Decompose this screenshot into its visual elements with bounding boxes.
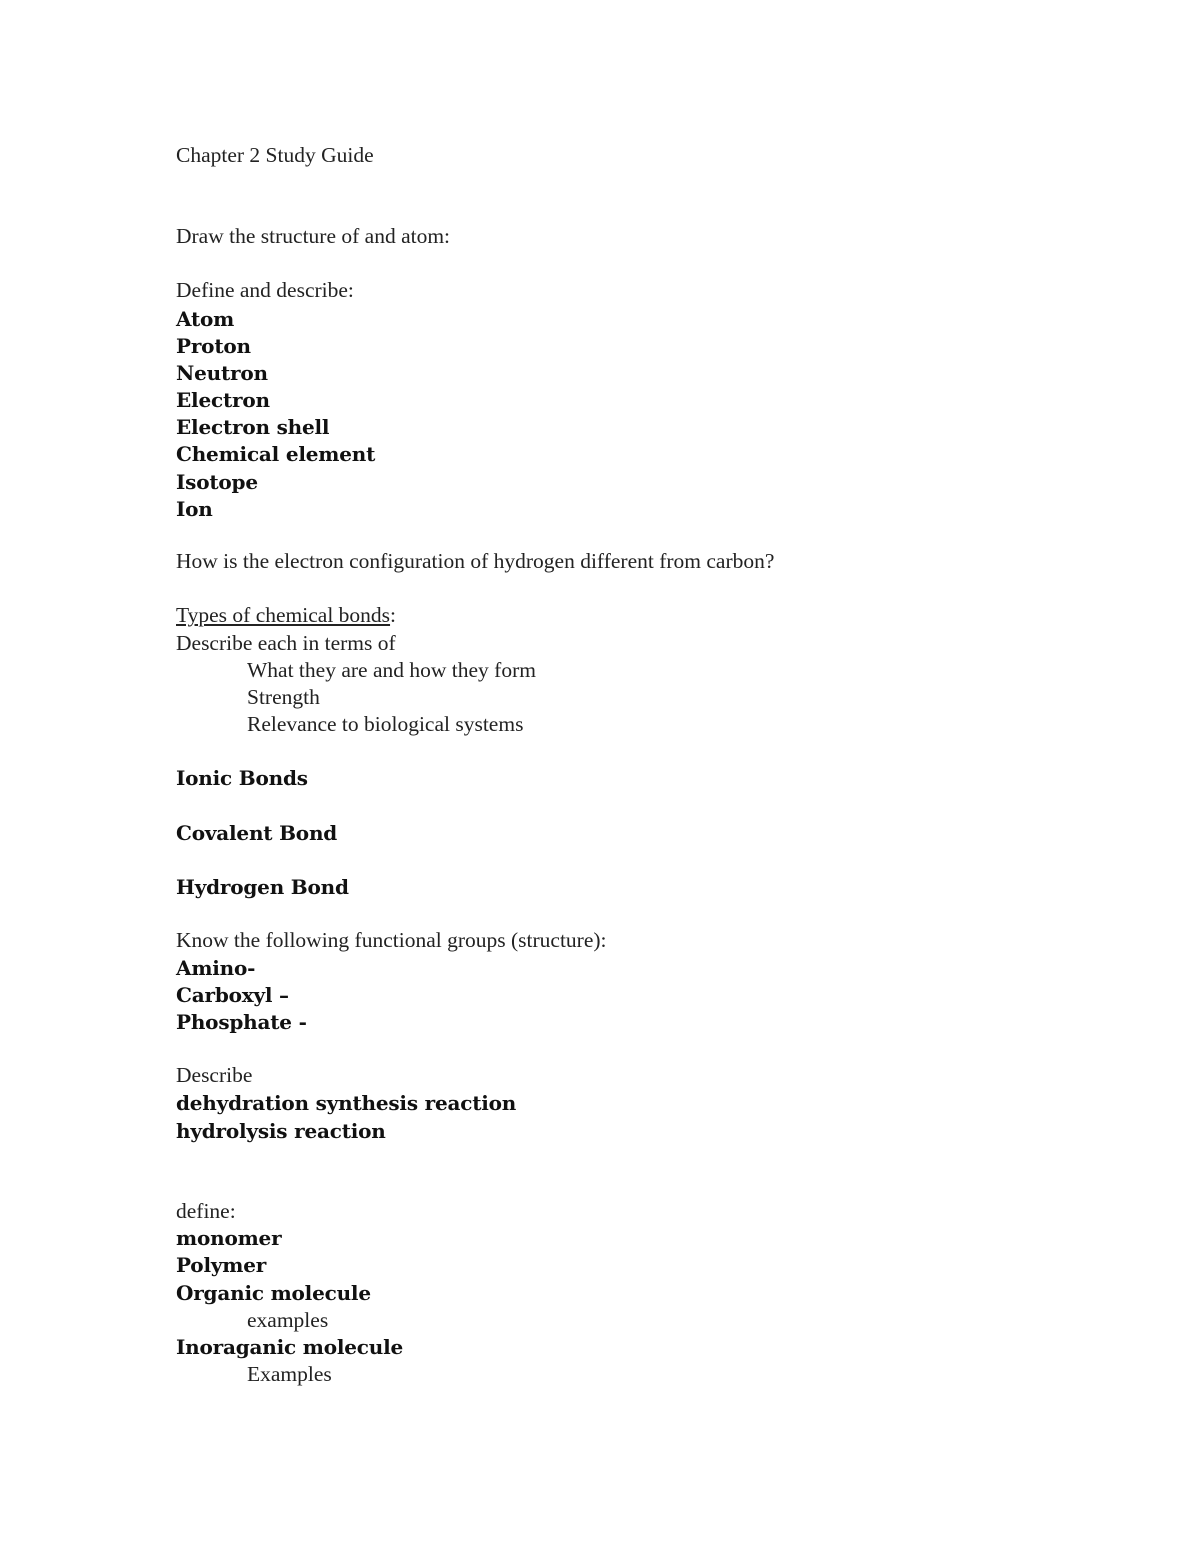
define-describe-heading: Define and describe: — [176, 278, 354, 302]
electron-configuration-question: How is the electron configuration of hydrogen different from carbon? — [176, 549, 775, 573]
group-carboxyl: Carboxyl – — [176, 983, 289, 1007]
term-atom: Atom — [176, 307, 235, 331]
organic-examples-label: examples — [247, 1308, 329, 1332]
term-organic-molecule: Organic molecule — [176, 1281, 371, 1305]
bond-covalent: Covalent Bond — [176, 821, 338, 845]
bond-types-heading-colon: : — [390, 603, 397, 627]
term-chemical-element: Chemical element — [176, 442, 376, 466]
reactions-heading: Describe — [176, 1063, 253, 1087]
term-electron: Electron — [176, 388, 270, 412]
term-proton: Proton — [176, 334, 251, 358]
term-isotope: Isotope — [176, 470, 258, 494]
bond-types-heading-text: Types of chemical bonds — [176, 603, 391, 627]
bond-describe-instruction: Describe each in terms of — [176, 631, 396, 655]
term-neutron: Neutron — [176, 361, 268, 385]
term-monomer: monomer — [176, 1226, 282, 1250]
page-title: Chapter 2 Study Guide — [176, 143, 374, 167]
term-ion: Ion — [176, 497, 213, 521]
functional-groups-heading: Know the following functional groups (structure): — [176, 928, 607, 952]
group-phosphate: Phosphate - — [176, 1010, 307, 1034]
group-amino: Amino- — [176, 956, 256, 980]
bond-ionic: Ionic Bonds — [176, 766, 308, 790]
term-electron-shell: Electron shell — [176, 415, 330, 439]
bond-criterion-formation: What they are and how they form — [247, 658, 536, 682]
term-inorganic-molecule: Inoraganic molecule — [176, 1335, 404, 1359]
bond-criterion-strength: Strength — [247, 685, 320, 709]
inorganic-examples-label: Examples — [247, 1362, 332, 1386]
bond-types-heading — [176, 603, 396, 627]
term-polymer: Polymer — [176, 1253, 267, 1277]
bond-criterion-relevance: Relevance to biological systems — [247, 712, 524, 736]
define-heading: define: — [176, 1199, 236, 1223]
intro-instruction: Draw the structure of and atom: — [176, 224, 451, 248]
bond-hydrogen: Hydrogen Bond — [176, 875, 349, 899]
reaction-hydrolysis: hydrolysis reaction — [176, 1119, 386, 1143]
reaction-dehydration-synthesis: dehydration synthesis reaction — [176, 1091, 517, 1115]
